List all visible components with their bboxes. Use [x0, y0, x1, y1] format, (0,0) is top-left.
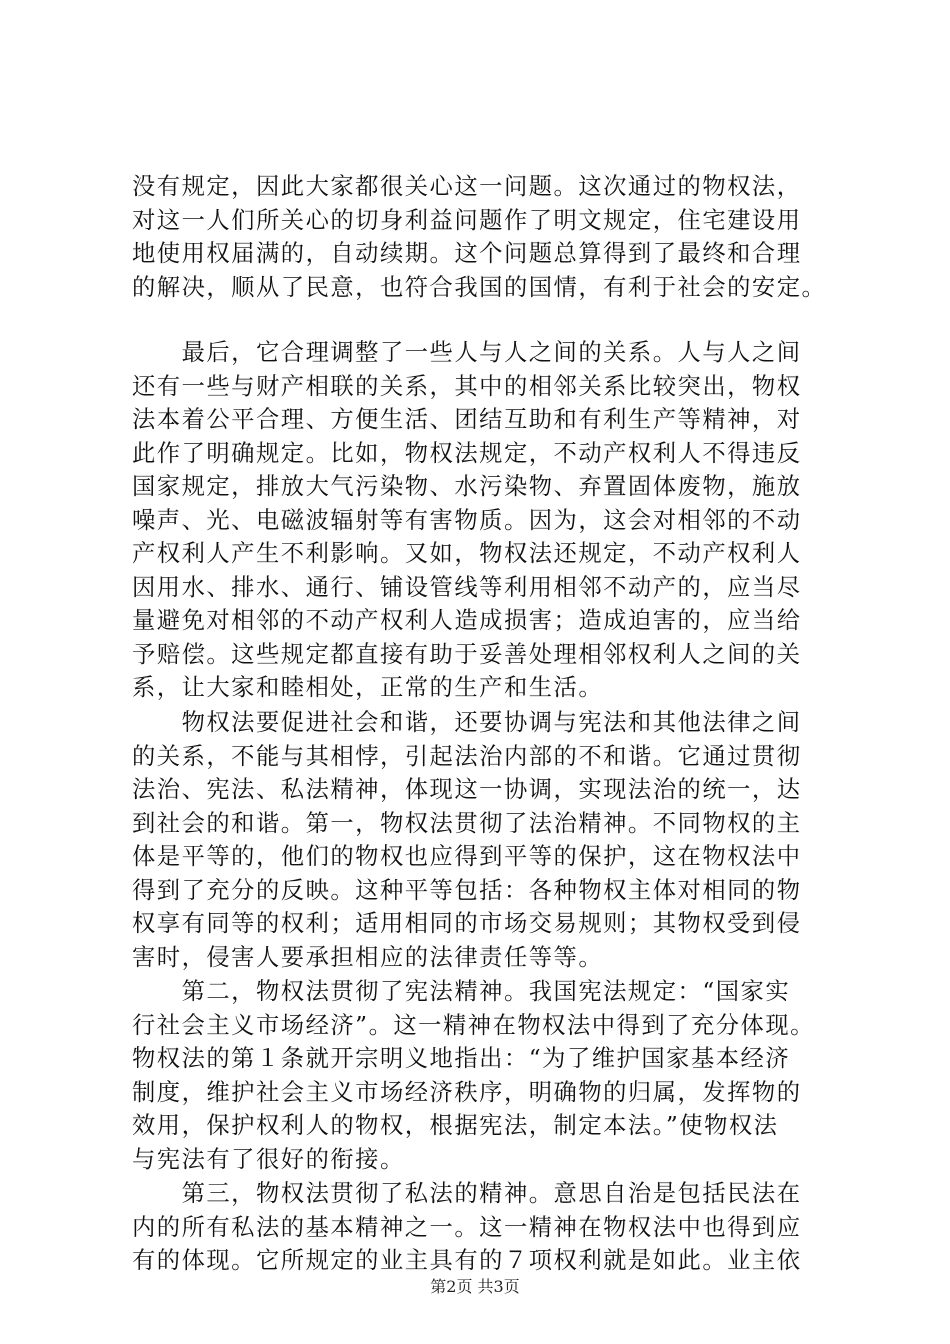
text-line: 得到了充分的反映。这种平等包括：各种物权主体对相同的物	[132, 876, 802, 904]
page-footer: 第2页 共3页	[430, 1277, 520, 1296]
text-line: 地使用权届满的，自动续期。这个问题总算得到了最终和合理	[132, 240, 802, 267]
text-line: 第三，物权法贯彻了私法的精神。意思自治是包括民法在	[132, 1180, 802, 1207]
text-line: 最后，它合理调整了一些人与人之间的关系。人与人之间	[132, 339, 802, 366]
text-line: 内的所有私法的基本精神之一。这一精神在物权法中也得到应	[132, 1213, 802, 1241]
text-line: 害时，侵害人要承担相应的法律责任等等。	[132, 943, 604, 971]
paragraph-finally	[132, 336, 832, 705]
paragraph-third	[132, 1177, 832, 1278]
text-line: 制度，维护社会主义市场经济秩序，明确物的归属，发挥物的	[132, 1078, 802, 1106]
text-line: 系，让大家和睦相处，正常的生产和生活。	[132, 674, 604, 701]
text-line: 对这一人们所关心的切身利益问题作了明文规定，住宅建设用	[132, 206, 802, 234]
paragraph-harmony	[132, 706, 832, 974]
text-line: 还有一些与财产相联的关系，其中的相邻关系比较突出，物权	[132, 372, 802, 400]
paragraph-second	[132, 975, 832, 1176]
text-line: 到社会的和谐。第一，物权法贯彻了法治精神。不同物权的主	[132, 809, 802, 837]
text-line: 的解决，顺从了民意，也符合我国的国情，有利于社会的安定。	[132, 273, 827, 301]
text-line: 第二，物权法贯彻了宪法精神。我国宪法规定：“国家实	[132, 978, 791, 1005]
text-line: 法治、宪法、私法精神，体现这一协调，实现法治的统一，达	[132, 776, 802, 803]
text-line: 国家规定，排放大气污染物、水污染物、弃置固体废物，施放	[132, 473, 802, 500]
text-line: 噪声、光、电磁波辐射等有害物质。因为，这会对相邻的不动	[132, 506, 802, 534]
text-line: 物权法要促进社会和谐，还要协调与宪法和其他法律之间	[132, 709, 802, 736]
text-line: 体是平等的，他们的物权也应得到平等的保护，这在物权法中	[132, 843, 802, 870]
text-line: 因用水、排水、通行、铺设管线等利用相邻不动产的，应当尽	[132, 573, 802, 601]
text-line: 产权利人产生不利影响。又如，物权法还规定，不动产权利人	[132, 540, 802, 567]
text-line: 物权法的第１条就开宗明义地指出：“为了维护国家基本经济	[132, 1045, 791, 1072]
text-line: 予赔偿。这些规定都直接有助于妥善处理相邻权利人之间的关	[132, 640, 802, 668]
text-line: 此作了明确规定。比如，物权法规定，不动产权利人不得违反	[132, 439, 802, 467]
text-line: 法本着公平合理、方便生活、团结互助和有利生产等精神，对	[132, 406, 802, 433]
text-line: 没有规定，因此大家都很关心这一问题。这次通过的物权法，	[132, 173, 802, 200]
text-line: 效用，保护权利人的物权，根据宪法，制定本法。”使物权法	[132, 1112, 779, 1139]
text-line: 权享有同等的权利；适用相同的市场交易规则；其物权受到侵	[132, 910, 802, 937]
text-line: 量避免对相邻的不动产权利人造成损害；造成迫害的，应当给	[132, 607, 802, 634]
text-line: 与宪法有了很好的衔接。	[132, 1145, 405, 1173]
text-line: 行社会主义市场经济”。这一精神在物权法中得到了充分体现。	[132, 1011, 815, 1039]
text-line: 有的体现。它所规定的业主具有的７项权利就是如此。业主依	[132, 1247, 802, 1274]
text-line: 的关系，不能与其相悖，引起法治内部的不和谐。它通过贯彻	[132, 742, 802, 770]
paragraph-continuation	[132, 170, 832, 304]
